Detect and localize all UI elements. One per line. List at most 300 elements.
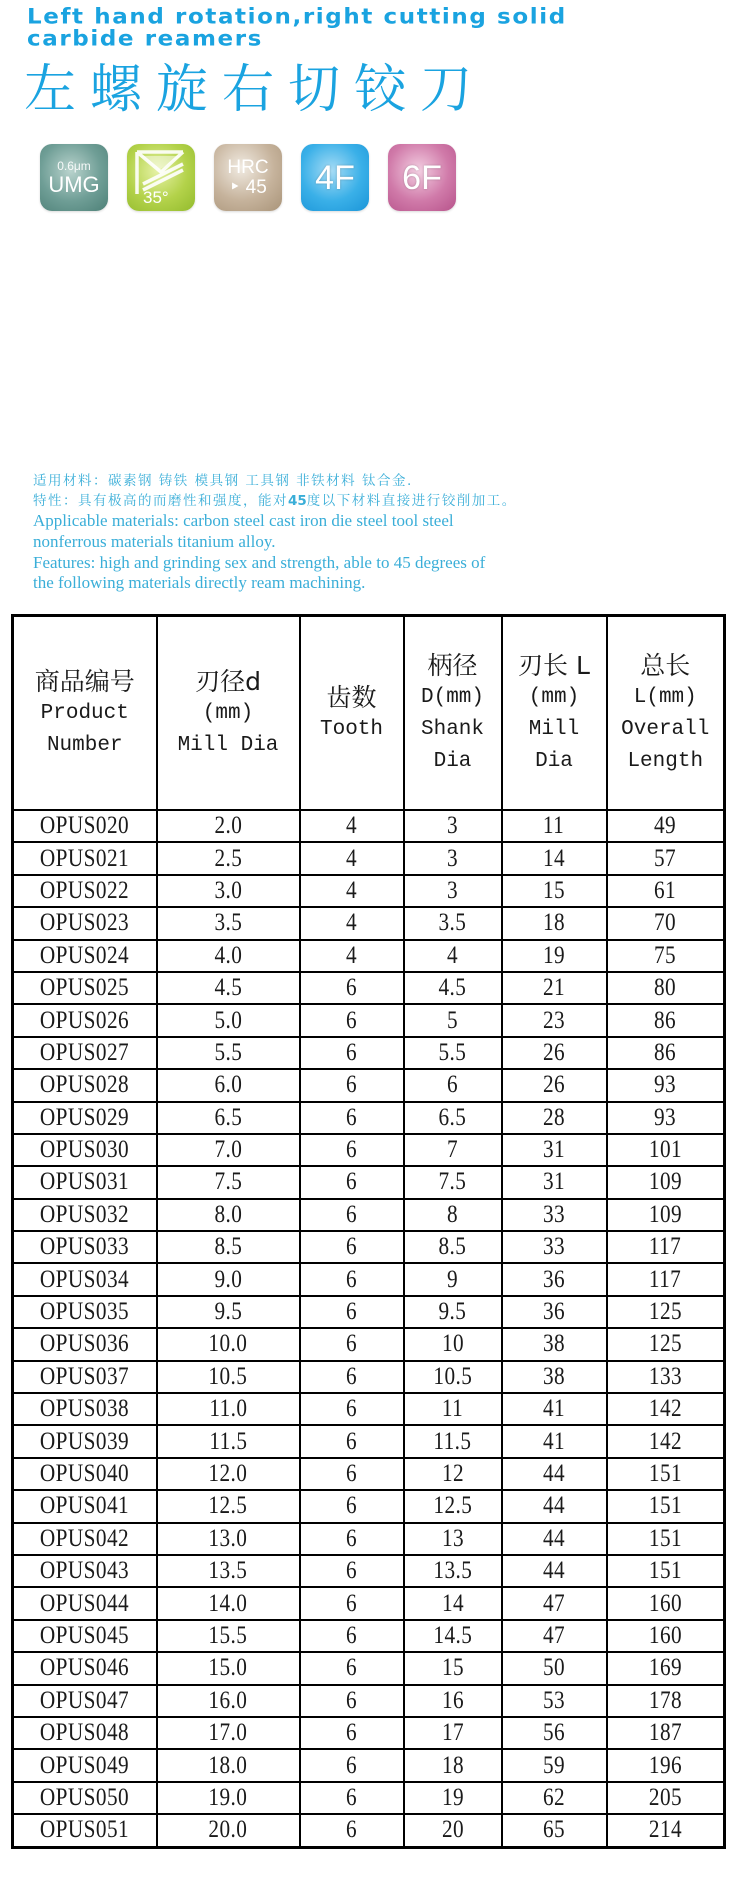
cell-value: 6.5 <box>214 1103 242 1131</box>
cell-product-number <box>13 1102 157 1134</box>
cell-value: 80 <box>654 974 677 1002</box>
materials-en-line-1: Applicable materials: carbon steel cast iron die steel tool steel <box>33 511 454 530</box>
cell-value: 93 <box>654 1103 677 1131</box>
cell-value: 15 <box>441 1654 464 1682</box>
cell-value: 2.0 <box>214 812 242 840</box>
table-row <box>13 1296 725 1328</box>
cell-tooth <box>300 1231 404 1263</box>
cell-mill-length <box>502 1231 607 1263</box>
features-cn-suffix: 度以下材料直接进行铰削加工。 <box>306 493 517 509</box>
cell-value: 178 <box>648 1686 682 1714</box>
cell-overall-length <box>607 1199 725 1231</box>
cell-value: 6 <box>446 1071 459 1099</box>
cell-mill-dia <box>157 1231 300 1263</box>
cell-value: 8 <box>446 1200 459 1228</box>
cell-value: 14.0 <box>208 1589 248 1617</box>
cell-overall-length <box>607 1328 725 1360</box>
cell-value: 19 <box>542 941 566 969</box>
table-row <box>13 1393 725 1425</box>
cell-mill-length <box>502 1685 607 1717</box>
cell-value: 5.0 <box>214 1006 242 1034</box>
table-row <box>13 1782 725 1814</box>
cell-value: 117 <box>649 1233 682 1261</box>
cell-mill-length <box>502 1458 607 1490</box>
cell-mill-dia <box>157 1490 300 1522</box>
cell-value: 18 <box>441 1751 464 1779</box>
column-header-tooth <box>300 616 404 811</box>
cell-product-number <box>13 1749 157 1781</box>
cell-product-number <box>13 842 157 874</box>
cell-mill-dia <box>157 1814 300 1847</box>
cell-product-number <box>13 1134 157 1166</box>
cell-value: OPUS043 <box>40 1557 130 1585</box>
materials-description <box>33 471 517 594</box>
cell-product-number <box>13 875 157 907</box>
cell-value: 16.0 <box>208 1686 248 1714</box>
cell-value: 6 <box>345 1751 358 1779</box>
cell-value: 20.0 <box>208 1816 248 1844</box>
cell-value: 18.0 <box>208 1751 248 1779</box>
cell-value: 8.0 <box>214 1200 242 1228</box>
cell-value: OPUS034 <box>40 1265 130 1293</box>
cell-mill-length <box>502 1523 607 1555</box>
cell-shank-dia <box>404 1620 502 1652</box>
cell-overall-length <box>607 1004 725 1036</box>
cell-shank-dia <box>404 842 502 874</box>
table-row <box>13 1425 725 1457</box>
cell-value: 117 <box>649 1265 682 1293</box>
cell-value: 6 <box>345 1427 358 1455</box>
cell-value: 133 <box>648 1362 682 1390</box>
badge-4f-label: 4F <box>315 158 355 197</box>
cell-value: 6 <box>345 1298 358 1326</box>
cell-value: 31 <box>542 1136 566 1164</box>
cell-value: 11.5 <box>208 1427 248 1455</box>
cell-value: OPUS045 <box>40 1621 130 1649</box>
cell-value: 169 <box>648 1654 682 1682</box>
table-row <box>13 1199 725 1231</box>
cell-value: 50 <box>542 1654 566 1682</box>
cell-value: 125 <box>648 1330 682 1358</box>
cell-value: 10.5 <box>208 1362 248 1390</box>
cell-value: 26 <box>542 1071 566 1099</box>
cell-value: 18 <box>542 909 566 937</box>
cell-mill-dia <box>157 1037 300 1069</box>
cell-mill-length <box>502 842 607 874</box>
cell-value: 44 <box>542 1492 566 1520</box>
table-row <box>13 1717 725 1749</box>
cell-value: 5 <box>446 1006 459 1034</box>
cell-shank-dia <box>404 1782 502 1814</box>
helix-angle-badge-icon <box>127 144 195 211</box>
cell-shank-dia <box>404 1814 502 1847</box>
table-row <box>13 1814 725 1847</box>
cell-value: OPUS020 <box>40 812 130 840</box>
features-en-line-1: Features: high and grinding sex and strength, able to 45 degrees of <box>33 552 486 572</box>
cell-tooth <box>300 1490 404 1522</box>
cell-value: OPUS038 <box>40 1395 130 1423</box>
cell-value: 205 <box>648 1783 682 1811</box>
table-row <box>13 1652 725 1684</box>
cell-value: 65 <box>542 1816 566 1844</box>
cell-value: 2.5 <box>214 844 242 872</box>
feature-badges <box>40 144 456 211</box>
cell-value: 62 <box>542 1783 566 1811</box>
cell-value: 13 <box>441 1524 464 1552</box>
cell-mill-length <box>502 1166 607 1198</box>
column-header-en: (mm) <box>202 701 254 725</box>
cell-overall-length <box>607 1490 725 1522</box>
cell-overall-length <box>607 940 725 972</box>
cell-tooth <box>300 1166 404 1198</box>
hrc-hardness-badge-icon <box>214 144 282 211</box>
cell-value: 6 <box>345 1589 358 1617</box>
cell-tooth <box>300 1620 404 1652</box>
column-header-en: Tooth <box>319 717 383 741</box>
cell-overall-length <box>607 875 725 907</box>
cell-value: OPUS032 <box>40 1200 130 1228</box>
cell-shank-dia <box>404 1134 502 1166</box>
cell-mill-dia <box>157 1652 300 1684</box>
cell-mill-dia <box>157 1555 300 1587</box>
table-row <box>13 1490 725 1522</box>
cell-tooth <box>300 1393 404 1425</box>
cell-product-number <box>13 972 157 1004</box>
cell-shank-dia <box>404 1555 502 1587</box>
column-header-en: Dia <box>433 749 472 773</box>
cell-value: 160 <box>648 1589 682 1617</box>
cell-shank-dia <box>404 875 502 907</box>
column-header-cn: 柄径 <box>427 650 478 680</box>
cell-mill-dia <box>157 1425 300 1457</box>
cell-value: 33 <box>542 1200 566 1228</box>
cell-overall-length <box>607 1102 725 1134</box>
cell-mill-dia <box>157 1166 300 1198</box>
four-flute-badge-icon <box>301 144 369 211</box>
cell-overall-length <box>607 1231 725 1263</box>
column-header-mill-length <box>502 616 607 811</box>
cell-value: 151 <box>648 1492 682 1520</box>
cell-product-number <box>13 1814 157 1847</box>
cell-shank-dia <box>404 1166 502 1198</box>
cell-value: 9.0 <box>214 1265 242 1293</box>
cell-value: 6 <box>345 1524 358 1552</box>
cell-value: 160 <box>648 1621 682 1649</box>
cell-value: 6 <box>345 1654 358 1682</box>
cell-overall-length <box>607 1425 725 1457</box>
table-row <box>13 1069 725 1101</box>
column-header-en: L(mm) <box>633 685 697 709</box>
cell-value: 93 <box>654 1071 677 1099</box>
cell-value: 44 <box>542 1557 566 1585</box>
cell-mill-dia <box>157 1296 300 1328</box>
column-header-en: Product <box>40 701 129 725</box>
cell-mill-dia <box>157 1328 300 1360</box>
cell-mill-length <box>502 1652 607 1684</box>
column-header-en: Mill <box>528 717 580 741</box>
cell-value: 196 <box>648 1751 682 1779</box>
cell-value: 6 <box>345 1200 358 1228</box>
cell-product-number <box>13 1004 157 1036</box>
cell-mill-dia <box>157 1749 300 1781</box>
cell-value: 5.5 <box>438 1038 467 1066</box>
cell-overall-length <box>607 1134 725 1166</box>
cell-value: 11.5 <box>433 1427 472 1455</box>
cell-mill-length <box>502 972 607 1004</box>
cell-mill-length <box>502 1749 607 1781</box>
cell-shank-dia <box>404 1004 502 1036</box>
cell-mill-length <box>502 907 607 939</box>
cell-mill-dia <box>157 1782 300 1814</box>
column-header-cn: 刃径d <box>195 666 261 696</box>
cell-value: 47 <box>542 1589 566 1617</box>
features-cn-bold-number: 45 <box>288 493 307 509</box>
cell-shank-dia <box>404 1037 502 1069</box>
badge-umg-top: 0.6μm <box>57 158 91 173</box>
table-row <box>13 1685 725 1717</box>
cell-value: 6.0 <box>214 1071 242 1099</box>
cell-product-number <box>13 1425 157 1457</box>
cell-product-number <box>13 1361 157 1393</box>
cell-value: 151 <box>648 1460 682 1487</box>
cell-value: 6 <box>345 1006 358 1034</box>
cell-value: 14 <box>542 844 566 872</box>
cell-value: 109 <box>648 1200 682 1228</box>
cell-value: 3.5 <box>214 909 242 937</box>
cell-value: 6 <box>345 1686 358 1714</box>
column-header-en: Overall <box>621 717 710 741</box>
cell-value: 214 <box>648 1816 682 1844</box>
table-row <box>13 1004 725 1036</box>
table-row <box>13 1231 725 1263</box>
cell-value: 61 <box>654 876 677 904</box>
table-row <box>13 810 725 842</box>
cell-value: 13.0 <box>208 1524 248 1552</box>
badge-helix-angle: 35° <box>143 188 169 207</box>
cell-mill-dia <box>157 1393 300 1425</box>
cell-value: 33 <box>542 1233 566 1261</box>
cell-value: 9 <box>446 1265 459 1293</box>
cell-value: 6 <box>345 1168 358 1196</box>
cell-shank-dia <box>404 1361 502 1393</box>
cell-shank-dia <box>404 1490 502 1522</box>
table-header-row <box>13 616 725 811</box>
cell-value: 6 <box>345 1362 358 1390</box>
six-flute-badge-icon <box>388 144 456 211</box>
cell-value: OPUS048 <box>40 1719 130 1747</box>
cell-value: 6 <box>345 1330 358 1358</box>
cell-tooth <box>300 972 404 1004</box>
cell-value: 6 <box>345 1816 358 1844</box>
cell-mill-length <box>502 1717 607 1749</box>
table-row <box>13 1361 725 1393</box>
cell-tooth <box>300 842 404 874</box>
cell-value: 125 <box>648 1298 682 1326</box>
table-row <box>13 1523 725 1555</box>
cell-value: 36 <box>542 1298 566 1326</box>
cell-value: 6 <box>345 1038 358 1066</box>
cell-value: 109 <box>648 1168 682 1196</box>
column-header-overall-length <box>607 616 725 811</box>
cell-mill-length <box>502 810 607 842</box>
cell-value: 14 <box>441 1589 464 1617</box>
cell-shank-dia <box>404 972 502 1004</box>
cell-value: OPUS027 <box>40 1038 130 1066</box>
specification-table <box>11 614 726 1849</box>
cell-value: OPUS036 <box>40 1330 130 1358</box>
table-row <box>13 842 725 874</box>
cell-value: 151 <box>648 1524 682 1552</box>
cell-product-number <box>13 1199 157 1231</box>
cell-mill-length <box>502 1004 607 1036</box>
cell-overall-length <box>607 1782 725 1814</box>
cell-value: 11.0 <box>208 1395 248 1423</box>
cell-value: 4 <box>345 941 358 969</box>
cell-value: 4 <box>345 844 358 872</box>
cell-value: 6 <box>345 1621 358 1649</box>
cell-value: 31 <box>542 1168 566 1196</box>
cell-overall-length <box>607 1296 725 1328</box>
cell-product-number <box>13 810 157 842</box>
cell-value: 36 <box>542 1265 566 1293</box>
cell-tooth <box>300 940 404 972</box>
features-en-line-2: the following materials directly ream machining. <box>33 573 366 593</box>
cell-value: 4.5 <box>438 974 467 1002</box>
table-row <box>13 1587 725 1619</box>
cell-product-number <box>13 1587 157 1619</box>
cell-value: 10 <box>441 1330 464 1358</box>
cell-mill-length <box>502 940 607 972</box>
cell-tooth <box>300 1458 404 1490</box>
features-cn-prefix: 特性：具有极高的而磨性和强度，能对 <box>33 493 288 509</box>
cell-value: 9.5 <box>214 1298 242 1326</box>
cell-value: 4 <box>345 909 358 937</box>
badge-hrc-bottom: ‣ 45 <box>229 176 267 198</box>
cell-overall-length <box>607 1393 725 1425</box>
cell-mill-dia <box>157 1004 300 1036</box>
cell-product-number <box>13 1555 157 1587</box>
table-row <box>13 972 725 1004</box>
cell-shank-dia <box>404 907 502 939</box>
cell-value: 86 <box>654 1038 677 1066</box>
cell-shank-dia <box>404 1523 502 1555</box>
cell-value: 14.5 <box>433 1621 472 1649</box>
column-header-cn: 齿数 <box>326 682 377 712</box>
cell-value: 9.5 <box>438 1298 467 1326</box>
column-header-mill-dia <box>157 616 300 811</box>
cell-mill-length <box>502 1134 607 1166</box>
cell-value: 6 <box>345 1103 358 1131</box>
cell-shank-dia <box>404 810 502 842</box>
cell-value: 142 <box>648 1427 682 1455</box>
cell-value: OPUS021 <box>40 844 130 872</box>
cell-product-number <box>13 1620 157 1652</box>
cell-value: 44 <box>542 1524 566 1552</box>
cell-overall-length <box>607 1361 725 1393</box>
cell-mill-length <box>502 1296 607 1328</box>
cell-mill-length <box>502 1393 607 1425</box>
cell-shank-dia <box>404 1587 502 1619</box>
cell-value: 11 <box>543 812 565 840</box>
table-row <box>13 1749 725 1781</box>
cell-overall-length <box>607 1685 725 1717</box>
cell-value: OPUS047 <box>40 1686 130 1714</box>
cell-value: OPUS049 <box>40 1751 130 1779</box>
cell-product-number <box>13 907 157 939</box>
cell-shank-dia <box>404 1458 502 1490</box>
cell-value: OPUS029 <box>40 1103 130 1131</box>
cell-value: 17 <box>441 1719 464 1747</box>
umg-grain-badge-icon <box>40 144 108 211</box>
cell-tooth <box>300 1685 404 1717</box>
cell-shank-dia <box>404 1296 502 1328</box>
cell-mill-dia <box>157 1685 300 1717</box>
table-row <box>13 875 725 907</box>
cell-value: 3.0 <box>214 876 242 904</box>
cell-value: 6 <box>345 1136 358 1164</box>
cell-product-number <box>13 1296 157 1328</box>
cell-value: OPUS039 <box>40 1427 130 1455</box>
product-title-english <box>27 6 667 50</box>
cell-shank-dia <box>404 1393 502 1425</box>
cell-value: 4 <box>345 812 358 840</box>
cell-overall-length <box>607 810 725 842</box>
cell-mill-dia <box>157 810 300 842</box>
cell-product-number <box>13 1717 157 1749</box>
cell-product-number <box>13 1231 157 1263</box>
cell-value: 19 <box>441 1783 464 1811</box>
cell-value: OPUS050 <box>40 1783 130 1811</box>
cell-product-number <box>13 1263 157 1295</box>
cell-shank-dia <box>404 1069 502 1101</box>
cell-shank-dia <box>404 1425 502 1457</box>
title-line-1: Left hand rotation,right cutting solid <box>27 5 567 29</box>
cell-value: 4.5 <box>214 974 242 1002</box>
cell-shank-dia <box>404 1199 502 1231</box>
cell-mill-length <box>502 1620 607 1652</box>
cell-value: 86 <box>654 1006 677 1034</box>
cell-value: 7.0 <box>214 1136 242 1164</box>
title-line-2: carbide reamers <box>27 27 263 52</box>
cell-value: 19.0 <box>208 1783 248 1811</box>
cell-mill-dia <box>157 1069 300 1101</box>
cell-value: 41 <box>542 1395 566 1423</box>
cell-value: 44 <box>542 1460 566 1487</box>
cell-mill-dia <box>157 1458 300 1490</box>
cell-value: 70 <box>654 909 677 937</box>
cell-value: 23 <box>542 1006 566 1034</box>
cell-value: 15.0 <box>208 1654 248 1682</box>
column-header-en: Length <box>627 749 704 773</box>
cell-value: 12.0 <box>208 1460 248 1487</box>
cell-overall-length <box>607 1263 725 1295</box>
column-header-en: D(mm) <box>420 685 484 709</box>
cell-shank-dia <box>404 1652 502 1684</box>
cell-mill-length <box>502 1069 607 1101</box>
cell-value: 57 <box>654 844 677 872</box>
cell-value: 6 <box>345 1557 358 1585</box>
table-row <box>13 1037 725 1069</box>
badge-hrc-top: HRC <box>227 156 269 178</box>
cell-value: 6 <box>345 974 358 1002</box>
table-body <box>13 810 725 1847</box>
cell-value: 4 <box>345 876 358 904</box>
cell-overall-length <box>607 1717 725 1749</box>
cell-value: 8.5 <box>438 1233 467 1261</box>
cell-value: 3.5 <box>438 909 467 937</box>
cell-value: 16 <box>441 1686 464 1714</box>
table-row <box>13 1555 725 1587</box>
